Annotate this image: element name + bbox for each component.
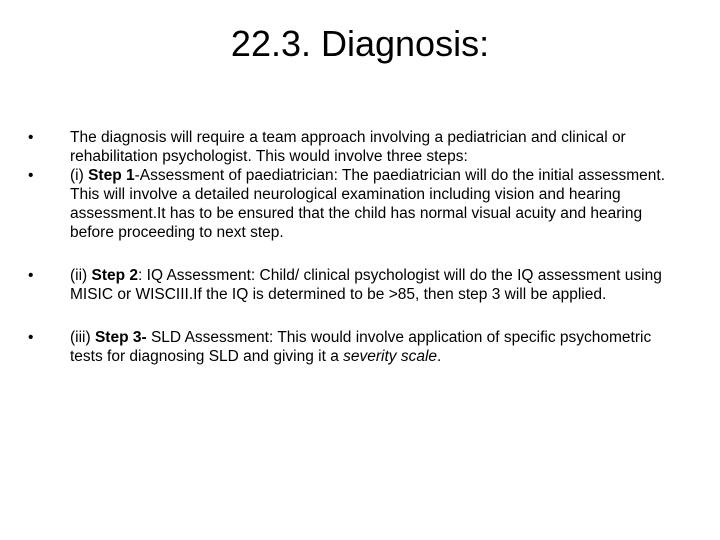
bullet-list xyxy=(28,128,688,366)
bullet-item-step-3 xyxy=(28,328,688,366)
bullet-prefix: (i) xyxy=(70,167,89,184)
step-label: Step 1 xyxy=(88,167,135,184)
step-label: Step 2 xyxy=(91,267,139,284)
severity-scale-term: severity scale xyxy=(343,348,438,365)
slide-title: 22.3. Diagnosis: xyxy=(230,23,490,64)
bullet-text: : IQ Assessment: Child/ clinical psychologist will do the IQ assessment using MISIC or WISCIII.If the IQ is determined to be >85, then step 3 will be applied. xyxy=(70,267,662,303)
bullet-item-step-1 xyxy=(28,166,688,242)
bullet-suffix: . xyxy=(437,348,442,365)
bullet-dot-icon: • xyxy=(28,267,34,284)
bullet-dot-icon: • xyxy=(28,329,34,346)
bullet-item-step-2 xyxy=(28,266,688,304)
bullet-item-intro xyxy=(28,128,688,166)
bullet-prefix: (iii) xyxy=(70,329,95,346)
bullet-text: The diagnosis will require a team approach involving a pediatrician and clinical or rehabilitation psychologist. This would involve three steps: xyxy=(70,129,626,165)
bullet-prefix: (ii) xyxy=(70,267,92,284)
bullet-dot-icon: • xyxy=(28,167,34,184)
bullet-text: SLD Assessment: This would involve application of specific psychometric tests for diagnosing SLD and giving it a xyxy=(70,329,652,365)
step-label: Step 3- xyxy=(94,329,147,346)
bullet-text: -Assessment of paediatrician: The paediatrician will do the initial assessment. This will involve a detailed neurological examination including vision and hearing assessment.It has to be ensured that the child has normal visual acuity and hearing before proceeding to next step. xyxy=(70,167,666,241)
bullet-dot-icon: • xyxy=(28,129,34,146)
